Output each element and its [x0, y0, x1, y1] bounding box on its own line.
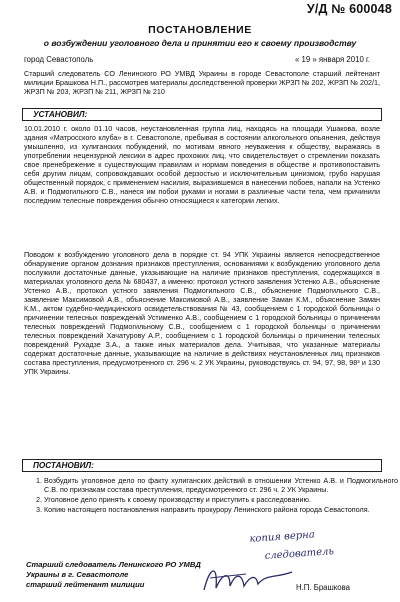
handwritten-signature [196, 560, 306, 598]
handwritten-note-line1: копия верна [249, 529, 316, 545]
city: город Севастополь [24, 55, 94, 64]
established-paragraph: 10.01.2010 г. около 01.10 часов, неустановленная группа лиц, находясь на площади Ушакова, возле здания «Матросского клуба» в г. Севастополе, пребывая в состоянии алкогольного опьянения, действуя умышленно, из хулиганских побуждений, по мотивам явного неуважения к обществу, выражаясь в употреблении нецензурной лексики в адрес прохожих лиц, что свидетельствует о стремлении показать свое пренебрежение к существующим правилам и нормам поведения в обществе и противопоставить себя другим лицам, сопровождавших особой дерзостью и исключительным цинизмом, грубо нарушая общественный порядок, с применением насилия, выразившемся в нанесении побоев, напали на Устенко А.В. и Подмогильного С.В., нанеся им побои руками и ногами в различные части тела, чем причинили последним телесные повреждения обычно относящиеся к категории легких. [24, 124, 380, 205]
section-header-decided [22, 459, 382, 472]
handwritten-note-line2: следователь [264, 546, 335, 562]
document-date: « 19 » января 2010 г. [295, 55, 370, 64]
grounds-paragraph: Поводом к возбуждению уголовного дела в порядке ст. 94 УПК Украины является непосредственное обнаружение органом дознания признаков преступления, основаниями к возбуждению уголовного дела послужили достаточные данные, указывающие на наличие признаков преступления, содержащихся в материалах уголовного дела № 680437, а именно: протокол устного заявления Устенко А.В., объяснение Устенко А.В., протокол устного заявления Подмогильного С.В., объяснение Подмогильного С.В., заявление Максимовой А.В., объяснение Максимовой А.В., заявление Заман К.М., объяснение Заман К.М., актом судебно-медицинского освидетельствования № 43, сообщением с 1 городской больницы о причинении телесных повреждений Устименко А.В., сообщением с 1 городской больницы о причинении телесных повреждений Подмогильному С.В., сообщением с 1 городской больницы о причинении телесных повреждений Хачатурову А.Р., сообщением с 1 городской больницы о причинении телесных повреждений Рухадзе З.А., а также иных материалов дела. Учитывая, что указанные материалы содержат достаточные данные, указывающие на наличие в действиях неустановленных лиц признаков состава преступления, предусмотренного ст. 296 ч. 2 УК Украины, руководствуясь ст. 94, 97, 98, 98³ и 130 УПК Украины. [24, 250, 380, 376]
decision-item: 2. Уголовное дело принять к своему производству и приступить к расследованию. [44, 495, 398, 504]
section-established-label: УСТАНОВИЛ: [33, 110, 88, 119]
document-subtitle: о возбуждении уголовного дела и принятии его к своему производству [43, 38, 357, 48]
signatory-name: Н.П. Брашкова [296, 583, 351, 592]
decision-item: 1. Возбудить уголовное дело по факту хулиганских действий в отношении Устенко А.В. и Подмогильного С.В. по признакам состава преступления, предусмотренного ст. 296 ч. 2 УК Украины. [44, 476, 398, 494]
intro-paragraph: Старший следователь СО Ленинского РО УМВД Украины в городе Севастополе старший лейтенант милиции Брашкова Н.П., рассмотрев материалы доследственной проверки ЖРЗП № 202, ЖРЗП № 202/1, ЖРЗП № 203, ЖРЗП № 211, ЖРЗП № 210 [24, 69, 380, 96]
case-number: У/Д № 600048 [306, 2, 392, 16]
signatory-line1: Старший следователь Ленинского РО УМВД [26, 560, 201, 569]
document-title: ПОСТАНОВЛЕНИЕ [148, 24, 252, 36]
section-decided-label: ПОСТАНОВИЛ: [33, 461, 94, 470]
section-header-established [22, 108, 382, 121]
decisions-list [24, 476, 398, 515]
signatory-line2: Украины в г. Севастополе [26, 570, 129, 579]
signature-stroke [204, 571, 292, 590]
signatory-line3: старший лейтенант милиции [26, 580, 145, 589]
decision-item: 3. Копию настоящего постановления направить прокурору Ленинского района города Севастополя. [44, 505, 398, 514]
handwritten-note [246, 524, 366, 564]
